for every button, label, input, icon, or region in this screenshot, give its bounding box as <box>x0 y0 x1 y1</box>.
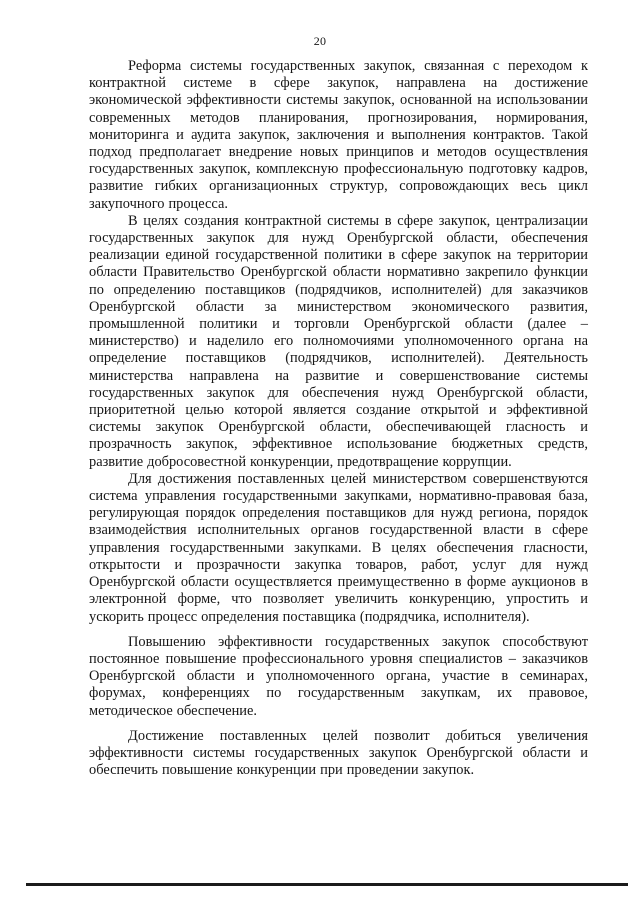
paragraph-1: Реформа системы государственных закупок, связанная с переходом к контрактной системе в сфере закупок, направлена на достижение экономической эффективности системы закупок, основанной на использовании современных методов планирования, прогнозирования, нормирования, мониторинга и аудита закупок, заключения и выполнения контрактов. Такой подход предполагает внедрение новых принципов и методов осуществления государственных закупок, комплексную профессиональную подготовку кадров, развитие гибких организационных структур, сопровождающих весь цикл закупочного процесса. <box>89 58 588 212</box>
page-number: 20 <box>313 34 327 48</box>
bottom-divider <box>26 883 628 886</box>
document-body <box>89 58 588 779</box>
paragraph-3: Для достижения поставленных целей министерством совершенствуются система управления государственными закупками, нормативно-правовая база, регулирующая порядок определения поставщиков для нужд региона, порядок взаимодействия исполнительных органов государственной власти в сфере управления государственными закупками. В целях обеспечения гласности, открытости и прозрачности закупка товаров, работ, услуг для нужд Оренбургской области осуществляется преимущественно в форме аукционов в электронной форме, что позволяет увеличить конкуренцию, упростить и ускорить процесс определения поставщика (подрядчика, исполнителя). <box>89 470 588 625</box>
paragraph-5: Достижение поставленных целей позволит добиться увеличения эффективности системы государственных закупок Оренбургской области и обеспечить повышение конкуренции при проведении закупок. <box>89 727 588 779</box>
paragraph-2: В целях создания контрактной системы в сфере закупок, централизации государственных закупок для нужд Оренбургской области, обеспечения реализации единой государственной политики в сфере закупок на территории области Правительство Оренбургской области нормативно закрепило функции по определению поставщиков (подрядчиков, исполнителей) для заказчиков Оренбургской области за министерством экономического развития, промышленной политики и торговли Оренбургской области (далее – министерство) и наделило его полномочиями уполномоченного органа на определение поставщиков (подрядчиков, исполнителей). Деятельность министерства направлена на развитие и совершенствование системы государственных закупок для обеспечения нужд Оренбургской области, приоритетной целью которой является создание открытой и эффективной системы закупок Оренбургской области, обеспечивающей гласность и прозрачность закупок, эффективное использование бюджетных средств, развитие добросовестной конкуренции, предотвращение коррупции. <box>89 212 588 470</box>
paragraph-4: Повышению эффективности государственных закупок способствуют постоянное повышение профессионального уровня специалистов – заказчиков Оренбургской области и уполномоченного органа, участие в семинарах, форумах, конференциях по государственным закупкам, их правовое, методическое обеспечение. <box>89 633 588 719</box>
